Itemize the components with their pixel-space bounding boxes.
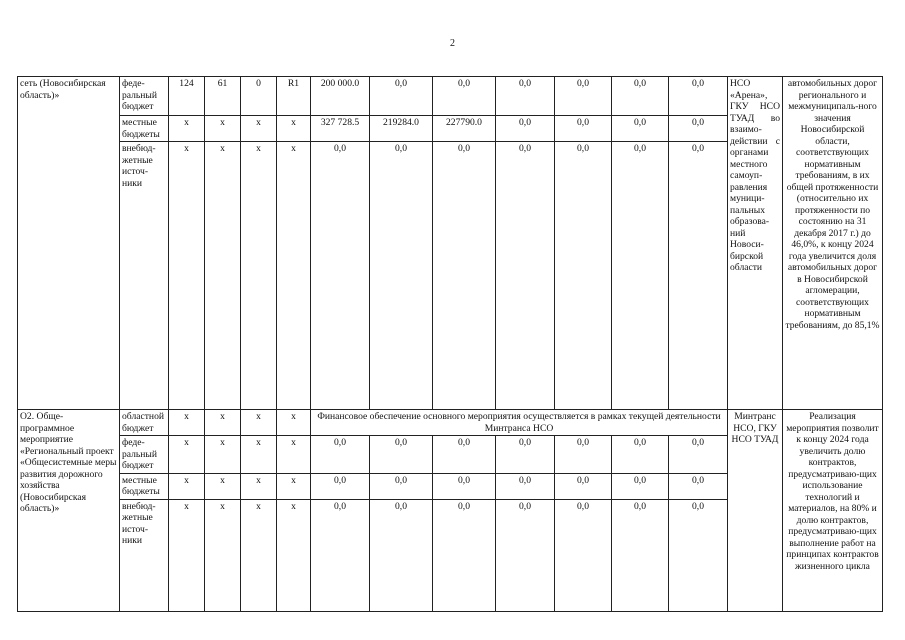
code-cell: x (205, 436, 241, 474)
value-cell: 0,0 (370, 499, 433, 611)
code-cell: x (277, 410, 311, 436)
value-cell: 0,0 (496, 77, 555, 116)
funding-note: Финансовое обеспечение основного мероприятия осуществляется в рамках текущей деятельности Минтранса НСО (311, 410, 728, 436)
code-cell: 61 (205, 77, 241, 116)
value-cell: 0,0 (370, 142, 433, 410)
value-cell: 0,0 (311, 436, 370, 474)
funding-source: феде-ральный бюджет (120, 77, 169, 116)
code-cell: x (205, 473, 241, 499)
value-cell: 0,0 (433, 142, 496, 410)
code-cell: x (277, 473, 311, 499)
measure-name: O2. Обще-программное мероприятие «Региональный проект «Общесистемные меры развития дорожного хозяйства (Новосибирская область)» (18, 410, 120, 612)
value-cell: 0,0 (433, 436, 496, 474)
value-cell: 0,0 (496, 473, 555, 499)
code-cell: x (277, 116, 311, 142)
code-cell: R1 (277, 77, 311, 116)
code-cell: x (241, 473, 277, 499)
value-cell: 0,0 (311, 499, 370, 611)
value-cell: 0,0 (496, 436, 555, 474)
code-cell: x (241, 410, 277, 436)
code-cell: x (205, 410, 241, 436)
value-cell: 0,0 (555, 77, 612, 116)
code-cell: x (169, 142, 205, 410)
value-cell: 0,0 (555, 436, 612, 474)
result-cell: Реализация мероприятия позволит к концу 2024 года увеличить долю контрактов, предусматриваю-щих использование технологий и материалов, на 80% и долю контрактов, предусматриваю-щих выполнение работ на принципах контрактов жизненного цикла (783, 410, 883, 612)
funding-source: областной бюджет (120, 410, 169, 436)
value-cell: 0,0 (612, 473, 669, 499)
value-cell: 219284.0 (370, 116, 433, 142)
executor-cell: НСО «Арена», ГКУ НСО ТУАД во взаимо-действии с органами местного самоуп-равления муници-пальных образова-ний Новоси-бирской области (728, 77, 783, 410)
funding-source: феде-ральный бюджет (120, 436, 169, 474)
value-cell: 0,0 (496, 142, 555, 410)
measure-name: сеть (Новосибирская область)» (18, 77, 120, 410)
value-cell: 0,0 (669, 77, 728, 116)
code-cell: x (205, 116, 241, 142)
code-cell: x (169, 499, 205, 611)
value-cell: 0,0 (433, 499, 496, 611)
value-cell: 0,0 (612, 116, 669, 142)
code-cell: x (205, 142, 241, 410)
value-cell: 0,0 (669, 499, 728, 611)
executor-cell: Минтранс НСО, ГКУ НСО ТУАД (728, 410, 783, 612)
value-cell: 0,0 (496, 116, 555, 142)
code-cell: x (277, 142, 311, 410)
code-cell: x (277, 436, 311, 474)
funding-source: местные бюджеты (120, 116, 169, 142)
funding-table (17, 76, 883, 612)
code-cell: x (169, 116, 205, 142)
code-cell: 0 (241, 77, 277, 116)
value-cell: 0,0 (555, 142, 612, 410)
funding-source: внебюд-жетные источ-ники (120, 142, 169, 410)
value-cell: 227790.0 (433, 116, 496, 142)
value-cell: 0,0 (612, 142, 669, 410)
code-cell: x (241, 142, 277, 410)
code-cell: x (169, 473, 205, 499)
value-cell: 0,0 (669, 436, 728, 474)
table-row (18, 77, 883, 116)
value-cell: 327 728.5 (311, 116, 370, 142)
code-cell: x (205, 499, 241, 611)
code-cell: x (241, 499, 277, 611)
value-cell: 0,0 (612, 436, 669, 474)
value-cell: 0,0 (555, 116, 612, 142)
result-cell: автомобильных дорог регионального и межмуниципаль-ного значения Новосибирской области, соответствующих нормативным требованиям, в их общей протяженности (относительно их протяженности по состоянию на 31 декабря 2017 г.) до 46,0%, к концу 2024 года увеличится доля автомобильных дорог в Новосибирской агломерации, соответствующих нормативным требованиям, до 85,1% (783, 77, 883, 410)
value-cell: 0,0 (496, 499, 555, 611)
value-cell: 0,0 (669, 116, 728, 142)
value-cell: 0,0 (612, 77, 669, 116)
value-cell: 0,0 (370, 473, 433, 499)
code-cell: 124 (169, 77, 205, 116)
value-cell: 0,0 (669, 142, 728, 410)
value-cell: 0,0 (370, 436, 433, 474)
funding-source: внебюд-жетные источ-ники (120, 499, 169, 611)
value-cell: 0,0 (612, 499, 669, 611)
value-cell: 0,0 (370, 77, 433, 116)
code-cell: x (169, 410, 205, 436)
value-cell: 0,0 (311, 142, 370, 410)
value-cell: 0,0 (433, 77, 496, 116)
code-cell: x (241, 116, 277, 142)
value-cell: 0,0 (555, 473, 612, 499)
code-cell: x (277, 499, 311, 611)
code-cell: x (169, 436, 205, 474)
value-cell: 0,0 (669, 473, 728, 499)
table-row (18, 410, 883, 436)
value-cell: 0,0 (555, 499, 612, 611)
page-number: 2 (450, 38, 455, 49)
value-cell: 0,0 (433, 473, 496, 499)
funding-source: местные бюджеты (120, 473, 169, 499)
value-cell: 0,0 (311, 473, 370, 499)
value-cell: 200 000.0 (311, 77, 370, 116)
code-cell: x (241, 436, 277, 474)
